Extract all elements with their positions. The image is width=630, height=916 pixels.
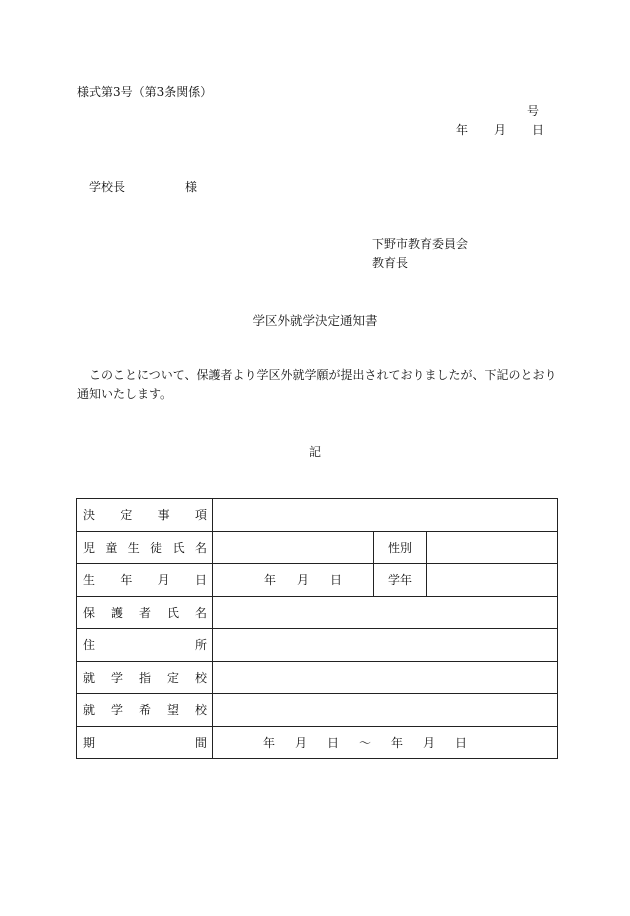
label-address: 住 所 bbox=[77, 629, 213, 662]
value-student-name bbox=[213, 531, 374, 564]
issue-date-day: 日 bbox=[532, 123, 545, 137]
value-decision bbox=[213, 499, 558, 532]
table-row bbox=[77, 531, 558, 564]
period-to-day: 日 bbox=[455, 735, 468, 750]
issue-date-year: 年 bbox=[456, 123, 469, 137]
value-guardian-name bbox=[213, 596, 558, 629]
value-birthdate bbox=[213, 564, 374, 597]
document-number-label: 号 bbox=[527, 104, 540, 118]
value-designated-school bbox=[213, 661, 558, 694]
form-number: 様式第3号（第3条関係） bbox=[77, 85, 213, 99]
label-student-name: 児 童 生 徒 氏 名 bbox=[77, 531, 213, 564]
value-desired-school bbox=[213, 694, 558, 727]
table-row bbox=[77, 499, 558, 532]
label-gender: 性別 bbox=[374, 531, 427, 564]
label-guardian-name: 保 護 者 氏 名 bbox=[77, 596, 213, 629]
label-desired-school: 就 学 希 望 校 bbox=[77, 694, 213, 727]
table-row bbox=[77, 629, 558, 662]
label-grade: 学年 bbox=[374, 564, 427, 597]
document-title: 学区外就学決定通知書 bbox=[252, 313, 378, 328]
period-tilde: 〜 bbox=[359, 735, 372, 750]
body-text: このことについて、保護者より学区外就学願が提出されておりましたが、下記のとおり通知いたします。 bbox=[77, 368, 557, 401]
value-period bbox=[213, 726, 558, 759]
period-from-month: 月 bbox=[294, 735, 307, 750]
record-table bbox=[76, 498, 558, 759]
issue-date-month: 月 bbox=[494, 123, 507, 137]
birthdate-day: 日 bbox=[330, 573, 343, 588]
period-from-year: 年 bbox=[262, 735, 275, 750]
table-row bbox=[77, 596, 558, 629]
sender-organization: 下野市教育委員会 bbox=[372, 237, 469, 251]
value-address bbox=[213, 629, 558, 662]
birthdate-month: 月 bbox=[296, 573, 309, 588]
period-to-month: 月 bbox=[423, 735, 436, 750]
label-birthdate: 生 年 月 日 bbox=[77, 564, 213, 597]
recipient: 学校長 様 bbox=[89, 180, 198, 194]
label-period: 期 間 bbox=[77, 726, 213, 759]
birthdate-year: 年 bbox=[263, 573, 276, 588]
sender-title: 教育長 bbox=[372, 256, 409, 270]
period-to-year: 年 bbox=[391, 735, 404, 750]
label-decision: 決 定 事 項 bbox=[77, 499, 213, 532]
value-grade bbox=[427, 564, 558, 597]
period-from-day: 日 bbox=[326, 735, 339, 750]
issue-date bbox=[456, 122, 544, 138]
table-row bbox=[77, 564, 558, 597]
ki-heading: 記 bbox=[308, 445, 321, 459]
table-row bbox=[77, 661, 558, 694]
value-gender bbox=[427, 531, 558, 564]
label-designated-school: 就 学 指 定 校 bbox=[77, 661, 213, 694]
table-row bbox=[77, 726, 558, 759]
table-row bbox=[77, 694, 558, 727]
